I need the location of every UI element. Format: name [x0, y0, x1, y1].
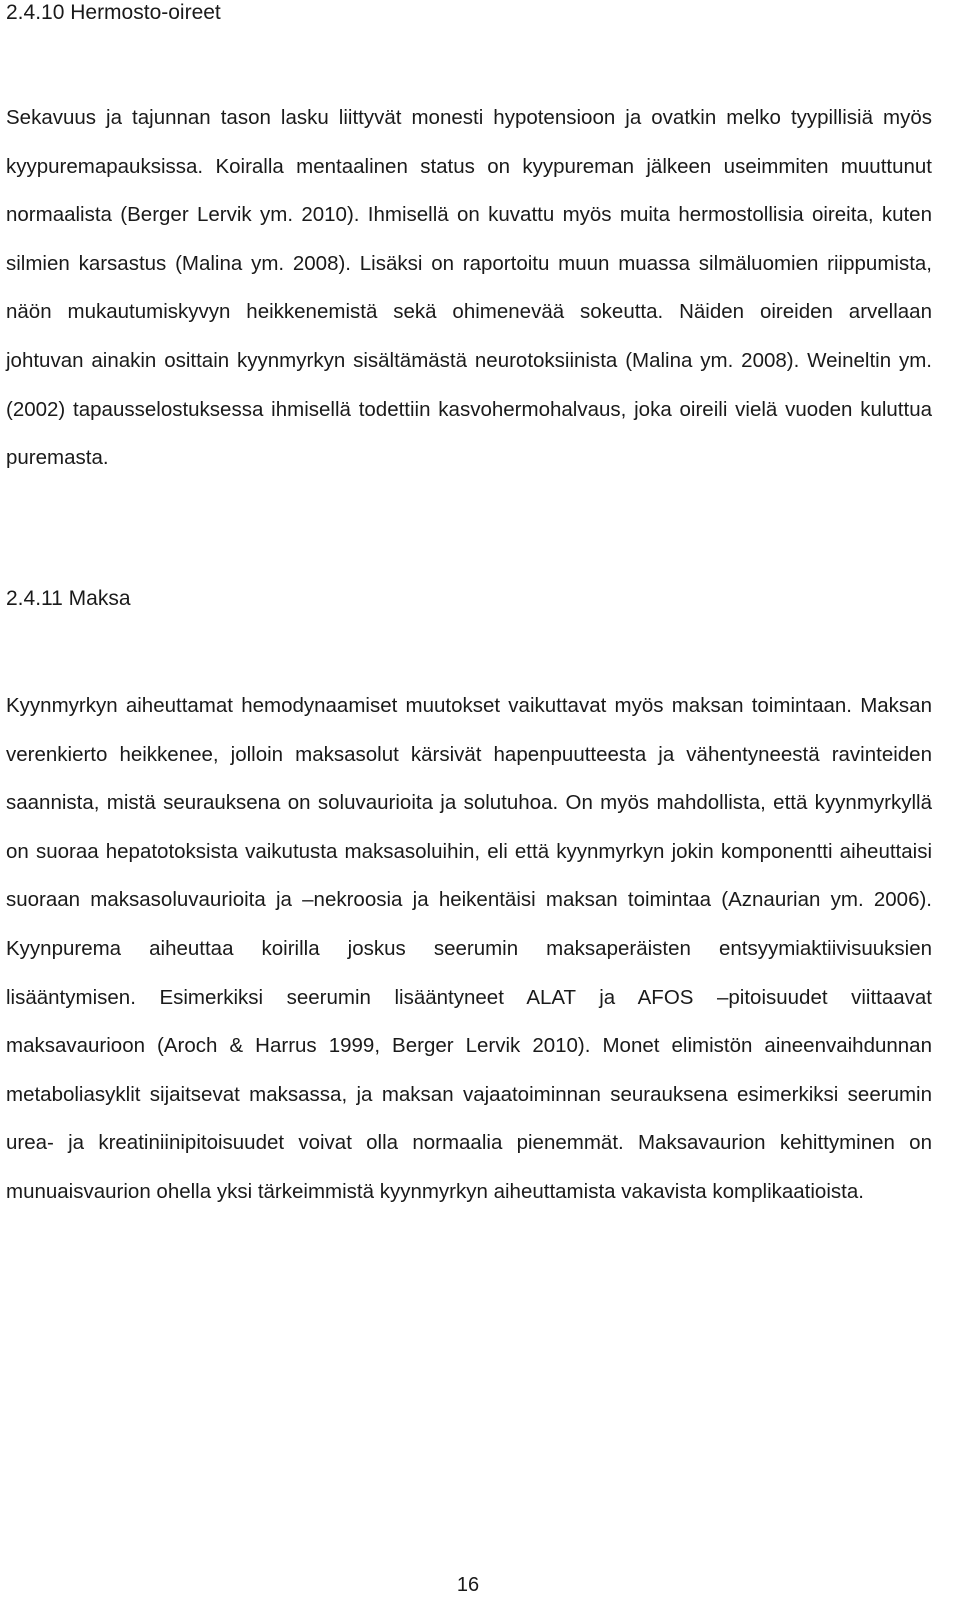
- page-number: 16: [456, 1574, 480, 1596]
- paragraph-hermosto-oireet: Sekavuus ja tajunnan tason lasku liittyvät monesti hypotensioon ja ovatkin melko tyypillisiä myös kyypuremapauksissa. Koiralla mentaalinen status on kyypureman jälkeen useimmiten muuttunut normaalista (Berger Lervik ym. 2010). Ihmisellä on kuvattu myös muita hermostollisia oireita, kuten silmien karsastus (Malina ym. 2008). Lisäksi on raportoitu muun muassa silmäluomien riippumista, näön mukautumiskyvyn heikkenemistä sekä ohimenevää sokeutta. Näiden oireiden arvellaan johtuvan ainakin osittain kyynmyrkyn sisältämästä neurotoksiinista (Malina ym. 2008). Weineltin ym. (2002) tapausselostuksessa ihmisellä todettiin kasvohermohalvaus, joka oireili vielä vuoden kuluttua puremasta.: [6, 106, 932, 470]
- section-heading-hermosto-oireet: 2.4.10 Hermosto-oireet: [6, 1, 221, 24]
- section-heading-maksa: 2.4.11 Maksa: [6, 587, 131, 610]
- paragraph-maksa: Kyynmyrkyn aiheuttamat hemodynaamiset muutokset vaikuttavat myös maksan toimintaan. Maksan verenkierto heikkenee, jolloin maksasolut kärsivät hapenpuutteesta ja vähentyneestä ravinteiden saannista, mistä seurauksena on soluvaurioita ja solutuhoa. On myös mahdollista, että kyynmyrkyllä on suoraa hepatotoksista vaikutusta maksasoluihin, eli että kyynmyrkyn jokin komponentti aiheuttaisi suoraan maksasoluvaurioita ja –nekroosia ja heikentäisi maksan toimintaa (Aznaurian ym. 2006). Kyynpurema aiheuttaa koirilla joskus seerumin maksaperäisten entsyymiaktiivisuuksien lisääntymisen. Esimerkiksi seerumin lisääntyneet ALAT ja AFOS –pitoisuudet viittaavat maksavaurioon (Aroch & Harrus 1999, Berger Lervik 2010). Monet elimistön aineenvaihdunnan metaboliasyklit sijaitsevat maksassa, ja maksan vajaatoiminnan seurauksena esimerkiksi seerumin urea- ja kreatiniinipitoisuudet voivat olla normaalia pienemmät. Maksavaurion kehittyminen on munuaisvaurion ohella yksi tärkeimmistä kyynmyrkyn aiheuttamista vakavista komplikaatioista.: [6, 694, 932, 1203]
